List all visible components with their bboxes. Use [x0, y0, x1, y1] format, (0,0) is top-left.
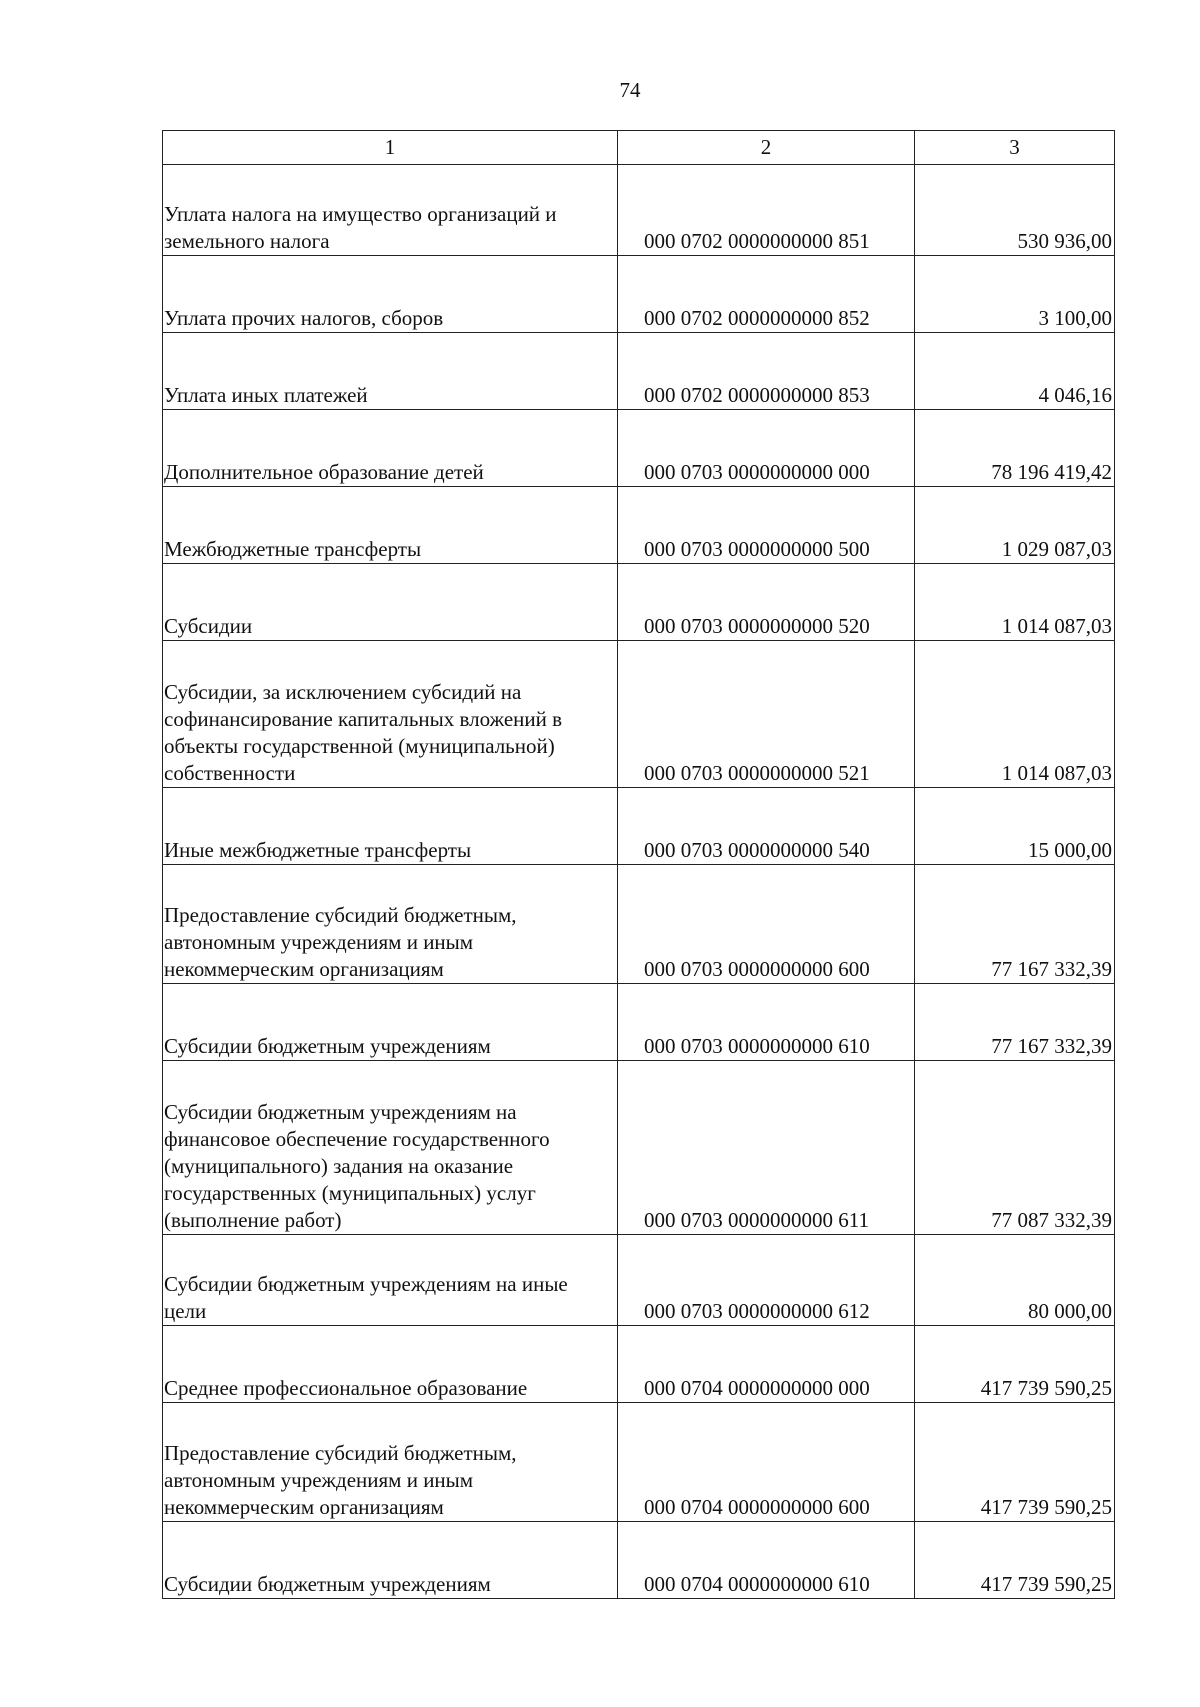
row-amount: 78 196 419,42 — [915, 410, 1115, 487]
page-number: 74 — [619, 78, 641, 102]
row-name: Предоставление субсидий бюджетным, автономным учреждениям и иным некоммерческим организациям — [163, 1403, 618, 1522]
row-code: 000 0703 0000000000 611 — [618, 1061, 915, 1235]
row-name: Межбюджетные трансферты — [163, 487, 618, 564]
row-code: 000 0703 0000000000 540 — [618, 788, 915, 865]
table-header-row — [163, 131, 1115, 165]
row-code: 000 0704 0000000000 600 — [618, 1403, 915, 1522]
table-row — [163, 641, 1115, 788]
table-row — [163, 984, 1115, 1061]
row-amount: 1 014 087,03 — [915, 564, 1115, 641]
row-amount: 80 000,00 — [915, 1235, 1115, 1326]
row-name: Субсидии бюджетным учреждениям — [163, 984, 618, 1061]
row-name: Субсидии — [163, 564, 618, 641]
table-row — [163, 865, 1115, 984]
table-row — [163, 1403, 1115, 1522]
row-code: 000 0704 0000000000 000 — [618, 1326, 915, 1403]
row-name: Уплата налога на имущество организаций и земельного налога — [163, 165, 618, 256]
row-amount: 77 087 332,39 — [915, 1061, 1115, 1235]
row-name: Среднее профессиональное образование — [163, 1326, 618, 1403]
table-row — [163, 1522, 1115, 1599]
row-code: 000 0703 0000000000 500 — [618, 487, 915, 564]
row-amount: 15 000,00 — [915, 788, 1115, 865]
row-amount: 1 014 087,03 — [915, 641, 1115, 788]
row-code: 000 0702 0000000000 852 — [618, 256, 915, 333]
row-code: 000 0703 0000000000 600 — [618, 865, 915, 984]
column-header-3: 3 — [915, 131, 1115, 165]
table-row — [163, 165, 1115, 256]
row-code: 000 0703 0000000000 610 — [618, 984, 915, 1061]
row-code: 000 0704 0000000000 610 — [618, 1522, 915, 1599]
table-row — [163, 1326, 1115, 1403]
row-name: Субсидии, за исключением субсидий на софинансирование капитальных вложений в объекты государственной (муниципальной) собственности — [163, 641, 618, 788]
row-amount: 530 936,00 — [915, 165, 1115, 256]
table-row — [163, 564, 1115, 641]
row-code: 000 0703 0000000000 520 — [618, 564, 915, 641]
column-header-2: 2 — [618, 131, 915, 165]
row-code: 000 0702 0000000000 853 — [618, 333, 915, 410]
row-amount: 77 167 332,39 — [915, 865, 1115, 984]
budget-table — [162, 130, 1115, 1599]
row-amount: 3 100,00 — [915, 256, 1115, 333]
row-amount: 4 046,16 — [915, 333, 1115, 410]
row-name: Предоставление субсидий бюджетным, автономным учреждениям и иным некоммерческим организациям — [163, 865, 618, 984]
row-code: 000 0703 0000000000 000 — [618, 410, 915, 487]
table-row — [163, 788, 1115, 865]
row-code: 000 0703 0000000000 612 — [618, 1235, 915, 1326]
row-amount: 417 739 590,25 — [915, 1403, 1115, 1522]
table-row — [163, 1061, 1115, 1235]
row-name: Уплата прочих налогов, сборов — [163, 256, 618, 333]
table-row — [163, 333, 1115, 410]
row-name: Субсидии бюджетным учреждениям на финансовое обеспечение государственного (муниципального) задания на оказание государственных (муниципальных) услуг (выполнение работ) — [163, 1061, 618, 1235]
row-code: 000 0703 0000000000 521 — [618, 641, 915, 788]
row-amount: 77 167 332,39 — [915, 984, 1115, 1061]
row-amount: 417 739 590,25 — [915, 1326, 1115, 1403]
row-name: Уплата иных платежей — [163, 333, 618, 410]
row-name: Иные межбюджетные трансферты — [163, 788, 618, 865]
table-row — [163, 487, 1115, 564]
row-name: Субсидии бюджетным учреждениям — [163, 1522, 618, 1599]
row-name: Субсидии бюджетным учреждениям на иные цели — [163, 1235, 618, 1326]
row-code: 000 0702 0000000000 851 — [618, 165, 915, 256]
row-amount: 417 739 590,25 — [915, 1522, 1115, 1599]
table-row — [163, 256, 1115, 333]
row-amount: 1 029 087,03 — [915, 487, 1115, 564]
table-row — [163, 410, 1115, 487]
row-name: Дополнительное образование детей — [163, 410, 618, 487]
column-header-1: 1 — [163, 131, 618, 165]
table-row — [163, 1235, 1115, 1326]
